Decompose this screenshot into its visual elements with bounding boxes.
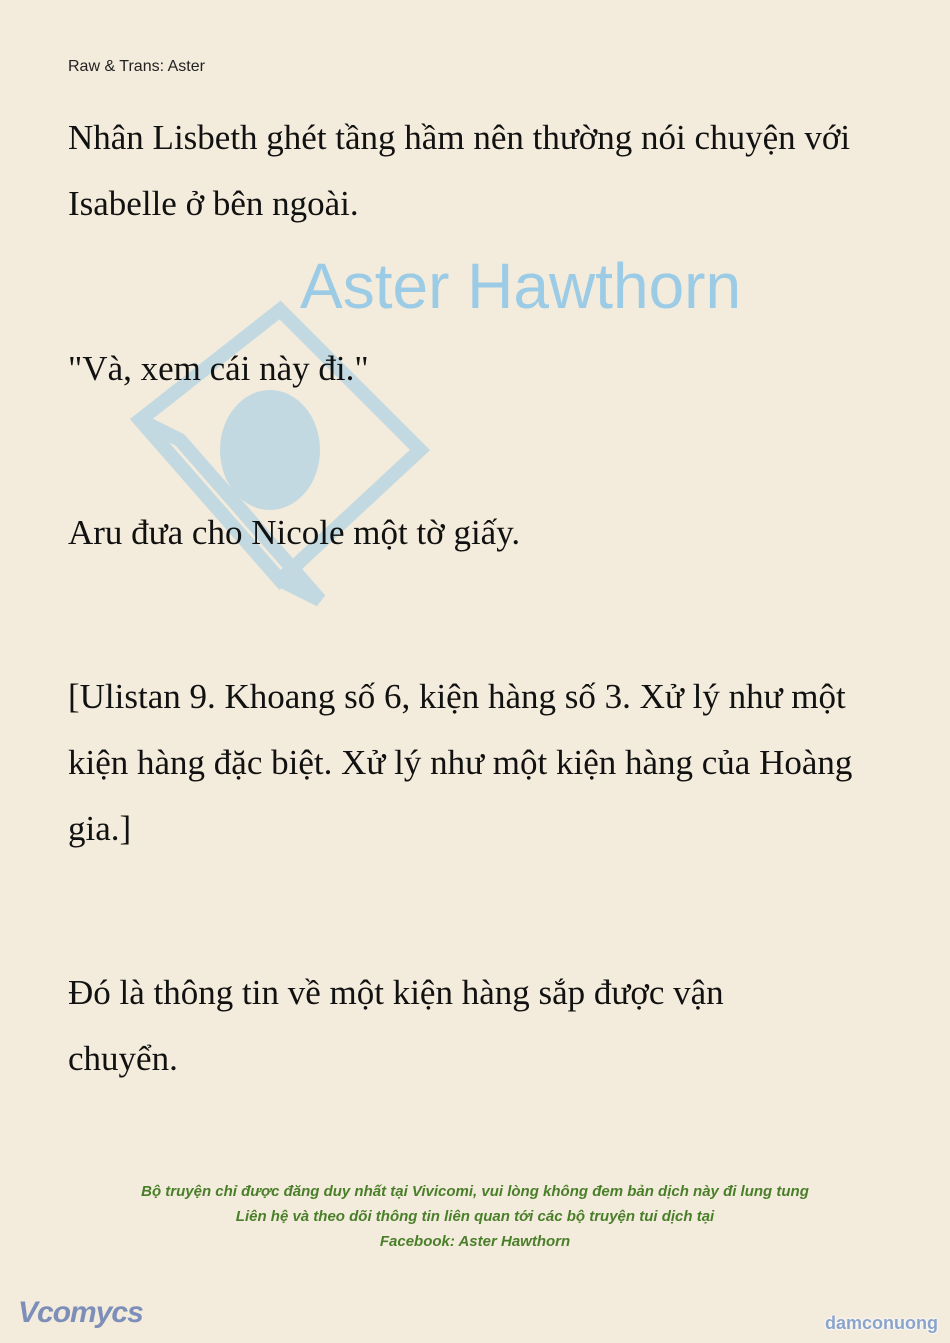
- paragraph: Aru đưa cho Nicole một tờ giấy.: [68, 513, 521, 552]
- paragraph: Đó là thông tin về một kiện hàng sắp được vận chuyển.: [68, 973, 724, 1078]
- paragraph: "Và, xem cái này đi.": [68, 349, 369, 388]
- footer-notice: Bộ truyện chỉ được đăng duy nhất tại Vivicomi, vui lòng không đem bản dịch này đi lung tung: [141, 1183, 809, 1200]
- footer-facebook: Facebook: Aster Hawthorn: [379, 1233, 571, 1250]
- footer-contact: Liên hệ và theo dõi thông tin liên quan tới các bộ truyện tui dịch tại: [235, 1208, 715, 1225]
- paragraph: [Ulistan 9. Khoang số 6, kiện hàng số 3. Xử lý như một kiện hàng đặc biệt. Xử lý như một kiện hàng của Hoàng gia.]: [68, 677, 853, 848]
- paragraph: Nhân Lisbeth ghét tầng hầm nên thường nói chuyện với Isabelle ở bên ngoài.: [68, 118, 851, 223]
- damconuong-logo: damconuong: [825, 1313, 938, 1333]
- vcomycs-logo: Vcomycs: [18, 1296, 143, 1329]
- translator-credit: Raw & Trans: Aster: [68, 58, 205, 75]
- watermark-text: Aster Hawthorn: [300, 250, 742, 322]
